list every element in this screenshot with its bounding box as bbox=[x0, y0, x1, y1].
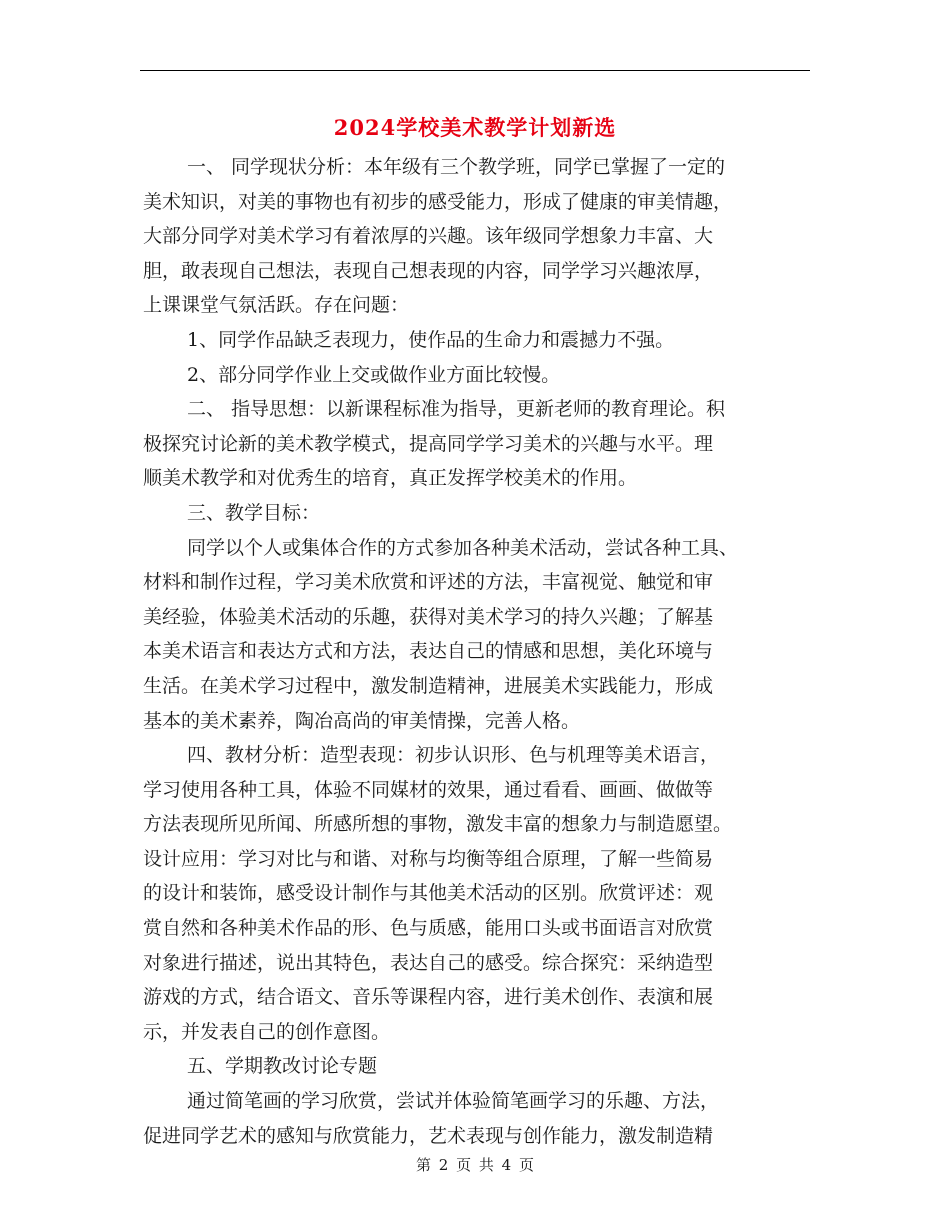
document-body bbox=[143, 150, 807, 1153]
text-line: 本美术语言和表达方式和方法，表达自己的情感和思想，美化环境与 bbox=[143, 640, 714, 663]
paragraph bbox=[143, 738, 807, 1049]
text-line: 一、 同学现状分析：本年级有三个教学班，同学已掌握了一定的 bbox=[187, 156, 726, 178]
paragraph bbox=[143, 323, 807, 358]
text-line: 设计应用：学习对比与和谐、对称与均衡等组合原理，了解一些简易 bbox=[143, 847, 714, 870]
page-footer: 第 2 页 共 4 页 bbox=[416, 1156, 534, 1174]
paragraph bbox=[143, 531, 807, 739]
text-line: 上课课堂气氛活跃。存在问题： bbox=[143, 294, 410, 317]
text-line: 学习使用各种工具，体验不同媒材的效果，通过看看、画画、做做等 bbox=[143, 778, 714, 801]
text-line: 1、同学作品缺乏表现力，使作品的生命力和震撼力不强。 bbox=[187, 328, 675, 351]
paragraph bbox=[143, 392, 807, 496]
text-line: 材料和制作过程，学习美术欣赏和评述的方法，丰富视觉、触觉和审 bbox=[143, 571, 714, 594]
text-line: 二、 指导思想：以新课程标准为指导，更新老师的教育理论。积 bbox=[187, 398, 726, 421]
text-line: 顺美术教学和对优秀生的培育，真正发挥学校美术的作用。 bbox=[143, 467, 638, 490]
document-title: 2024学校美术教学计划新选 bbox=[333, 115, 617, 140]
text-line: 三、教学目标： bbox=[187, 501, 321, 524]
text-line: 促进同学艺术的感知与欣赏能力，艺术表现与创作能力，激发制造精 bbox=[143, 1124, 714, 1147]
text-line: 同学以个人或集体合作的方式参加各种美术活动，尝试各种工具、 bbox=[187, 536, 739, 559]
paragraph bbox=[143, 150, 807, 323]
text-line: 大部分同学对美术学习有着浓厚的兴趣。该年级同学想象力丰富、大 bbox=[143, 225, 714, 248]
text-line: 示，并发表自己的创作意图。 bbox=[143, 1020, 391, 1043]
text-line: 的设计和装饰，感受设计制作与其他美术活动的区别。欣赏评述：观 bbox=[143, 882, 714, 905]
paragraph bbox=[143, 1084, 807, 1153]
text-line: 2、部分同学作业上交或做作业方面比较慢。 bbox=[187, 363, 561, 386]
paragraph bbox=[143, 1049, 807, 1084]
text-line: 美术知识，对美的事物也有初步的感受能力，形成了健康的审美情趣， bbox=[143, 190, 733, 213]
text-line: 胆，敢表现自己想法，表现自己想表现的内容，同学学习兴趣浓厚， bbox=[143, 259, 714, 282]
text-line: 游戏的方式，结合语文、音乐等课程内容，进行美术创作、表演和展 bbox=[143, 986, 714, 1009]
text-line: 通过简笔画的学习欣赏，尝试并体验简笔画学习的乐趣、方法， bbox=[187, 1090, 720, 1113]
header-rule bbox=[140, 70, 810, 71]
text-line: 赏自然和各种美术作品的形、色与质感，能用口头或书面语言对欣赏 bbox=[143, 917, 714, 940]
text-line: 美经验，体验美术活动的乐趣，获得对美术学习的持久兴趣；了解基 bbox=[143, 605, 714, 628]
paragraph bbox=[143, 496, 807, 531]
text-line: 五、学期教改讨论专题 bbox=[187, 1055, 378, 1078]
text-line: 对象进行描述，说出其特色，表达自己的感受。综合探究：采纳造型 bbox=[143, 951, 714, 974]
text-line: 方法表现所见所闻、所感所想的事物，激发丰富的想象力与制造愿望。 bbox=[143, 813, 733, 836]
text-line: 生活。在美术学习过程中，激发制造精神，进展美术实践能力，形成 bbox=[143, 674, 714, 697]
text-line: 基本的美术素养，陶冶高尚的审美情操，完善人格。 bbox=[143, 709, 581, 732]
text-line: 极探究讨论新的美术教学模式，提高同学学习美术的兴趣与水平。理 bbox=[143, 432, 714, 455]
text-line: 四、教材分析：造型表现：初步认识形、色与机理等美术语言， bbox=[187, 744, 720, 767]
paragraph bbox=[143, 358, 807, 393]
